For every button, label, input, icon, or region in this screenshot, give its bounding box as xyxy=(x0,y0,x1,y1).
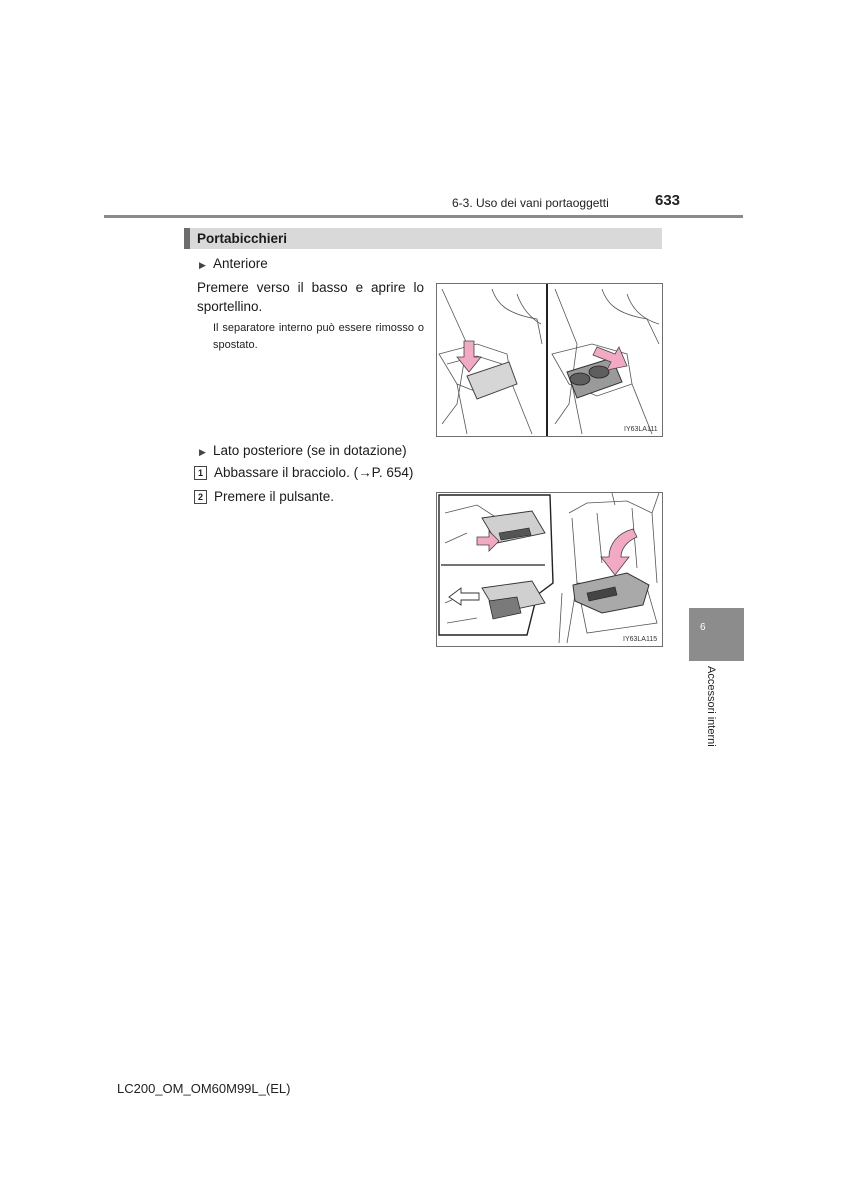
rear-cup-holder-illustration xyxy=(437,493,662,646)
front-instruction: Premere verso il basso e aprire lo sportellino. xyxy=(197,280,424,314)
triangle-bullet-icon: ▶ xyxy=(199,447,206,457)
chapter-tab xyxy=(689,608,744,661)
chapter-label: Accessori interni xyxy=(705,666,717,747)
step-2-text: Premere il pulsante. xyxy=(214,489,335,504)
step-1-text: Abbassare il bracciolo. (→P. 654) xyxy=(214,465,414,480)
figure-front-cup-holder xyxy=(436,283,663,437)
step-2-badge: 2 xyxy=(194,490,207,504)
front-cup-holder-illustration xyxy=(437,284,662,436)
figure-front-code: IY63LA111 xyxy=(624,426,658,433)
figure-rear-code: IY63LA115 xyxy=(623,636,658,643)
chapter-number: 6 xyxy=(700,622,706,633)
bullet-front-label: Anteriore xyxy=(213,256,268,271)
page-number: 633 xyxy=(655,192,681,209)
section-title: Portabicchieri xyxy=(197,231,288,246)
header-section-title: 6-3. Uso dei vani portaoggetti xyxy=(452,196,609,210)
footer-code: LC200_OM_OM60M99L_(EL) xyxy=(117,1081,291,1096)
bullet-front xyxy=(199,256,268,271)
header-rule xyxy=(104,215,743,218)
bullet-rear-label: Lato posteriore (se in dotazione) xyxy=(213,443,407,458)
figure-rear-cup-holder xyxy=(436,492,663,647)
bullet-rear xyxy=(199,443,407,458)
step-1-badge: 1 xyxy=(194,466,207,480)
front-note: Il separatore interno può essere rimosso o spostato. xyxy=(213,322,424,351)
triangle-bullet-icon: ▶ xyxy=(199,260,206,270)
